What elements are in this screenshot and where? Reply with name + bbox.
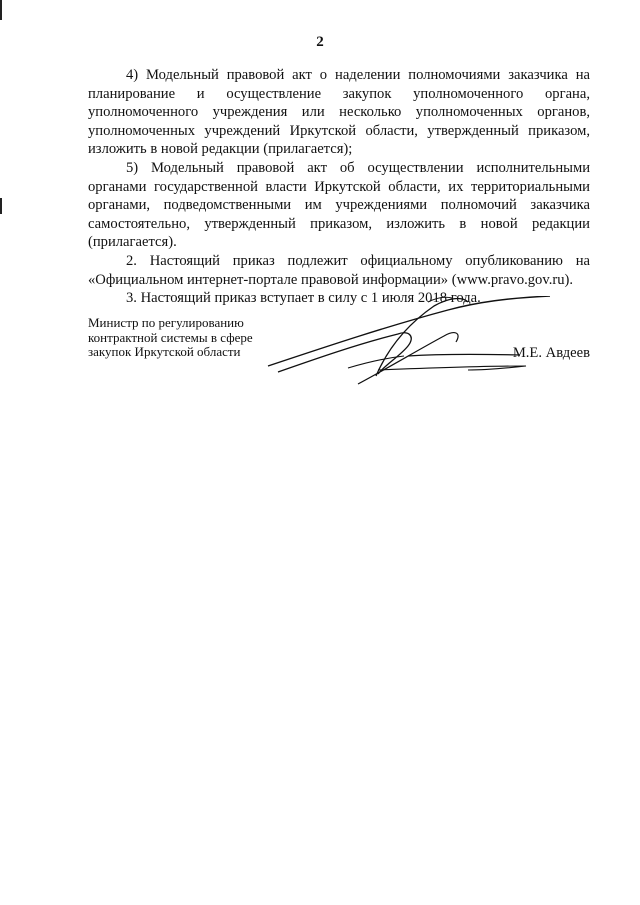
paragraph-item-4: 4) Модельный правовой акт о наделении полномочиями заказчика на планирование и осуществление закупок уполномоченного органа, уполномоченного учреждения или несколько уполномоченных органов, уполномоченных учреждений Иркутской области, утвержденный приказом, изложить в новой редакции (прилагается); — [88, 67, 590, 158]
left-edge-mark-top — [0, 0, 2, 20]
left-edge-mark-middle — [0, 198, 2, 214]
page-number: 2 — [316, 34, 324, 50]
signature-block — [88, 316, 590, 386]
paragraph-item-5: 5) Модельный правовой акт об осуществлении исполнительными органами государственной власти Иркутской области, их территориальными органами, подведомственными им учреждениями полномочий заказчика самостоятельно, утвержденный приказом, изложить в новой редакции (прилагается). — [88, 159, 590, 251]
signer-name: М.Е. Авдеев — [512, 345, 590, 361]
handwritten-signature — [258, 296, 558, 392]
paragraph-effective-date: 3. Настоящий приказ вступает в силу с 1 июля 2018 года. — [126, 290, 481, 307]
paragraph-publication: 2. Настоящий приказ подлежит официальному опубликованию на «Официальном интернет-портале правовой информации» (www.pravo.gov.ru). — [88, 252, 590, 288]
signer-title: Министр по регулированию контрактной системы в сфере закупок Иркутской области — [88, 315, 253, 359]
document-body — [88, 66, 590, 308]
